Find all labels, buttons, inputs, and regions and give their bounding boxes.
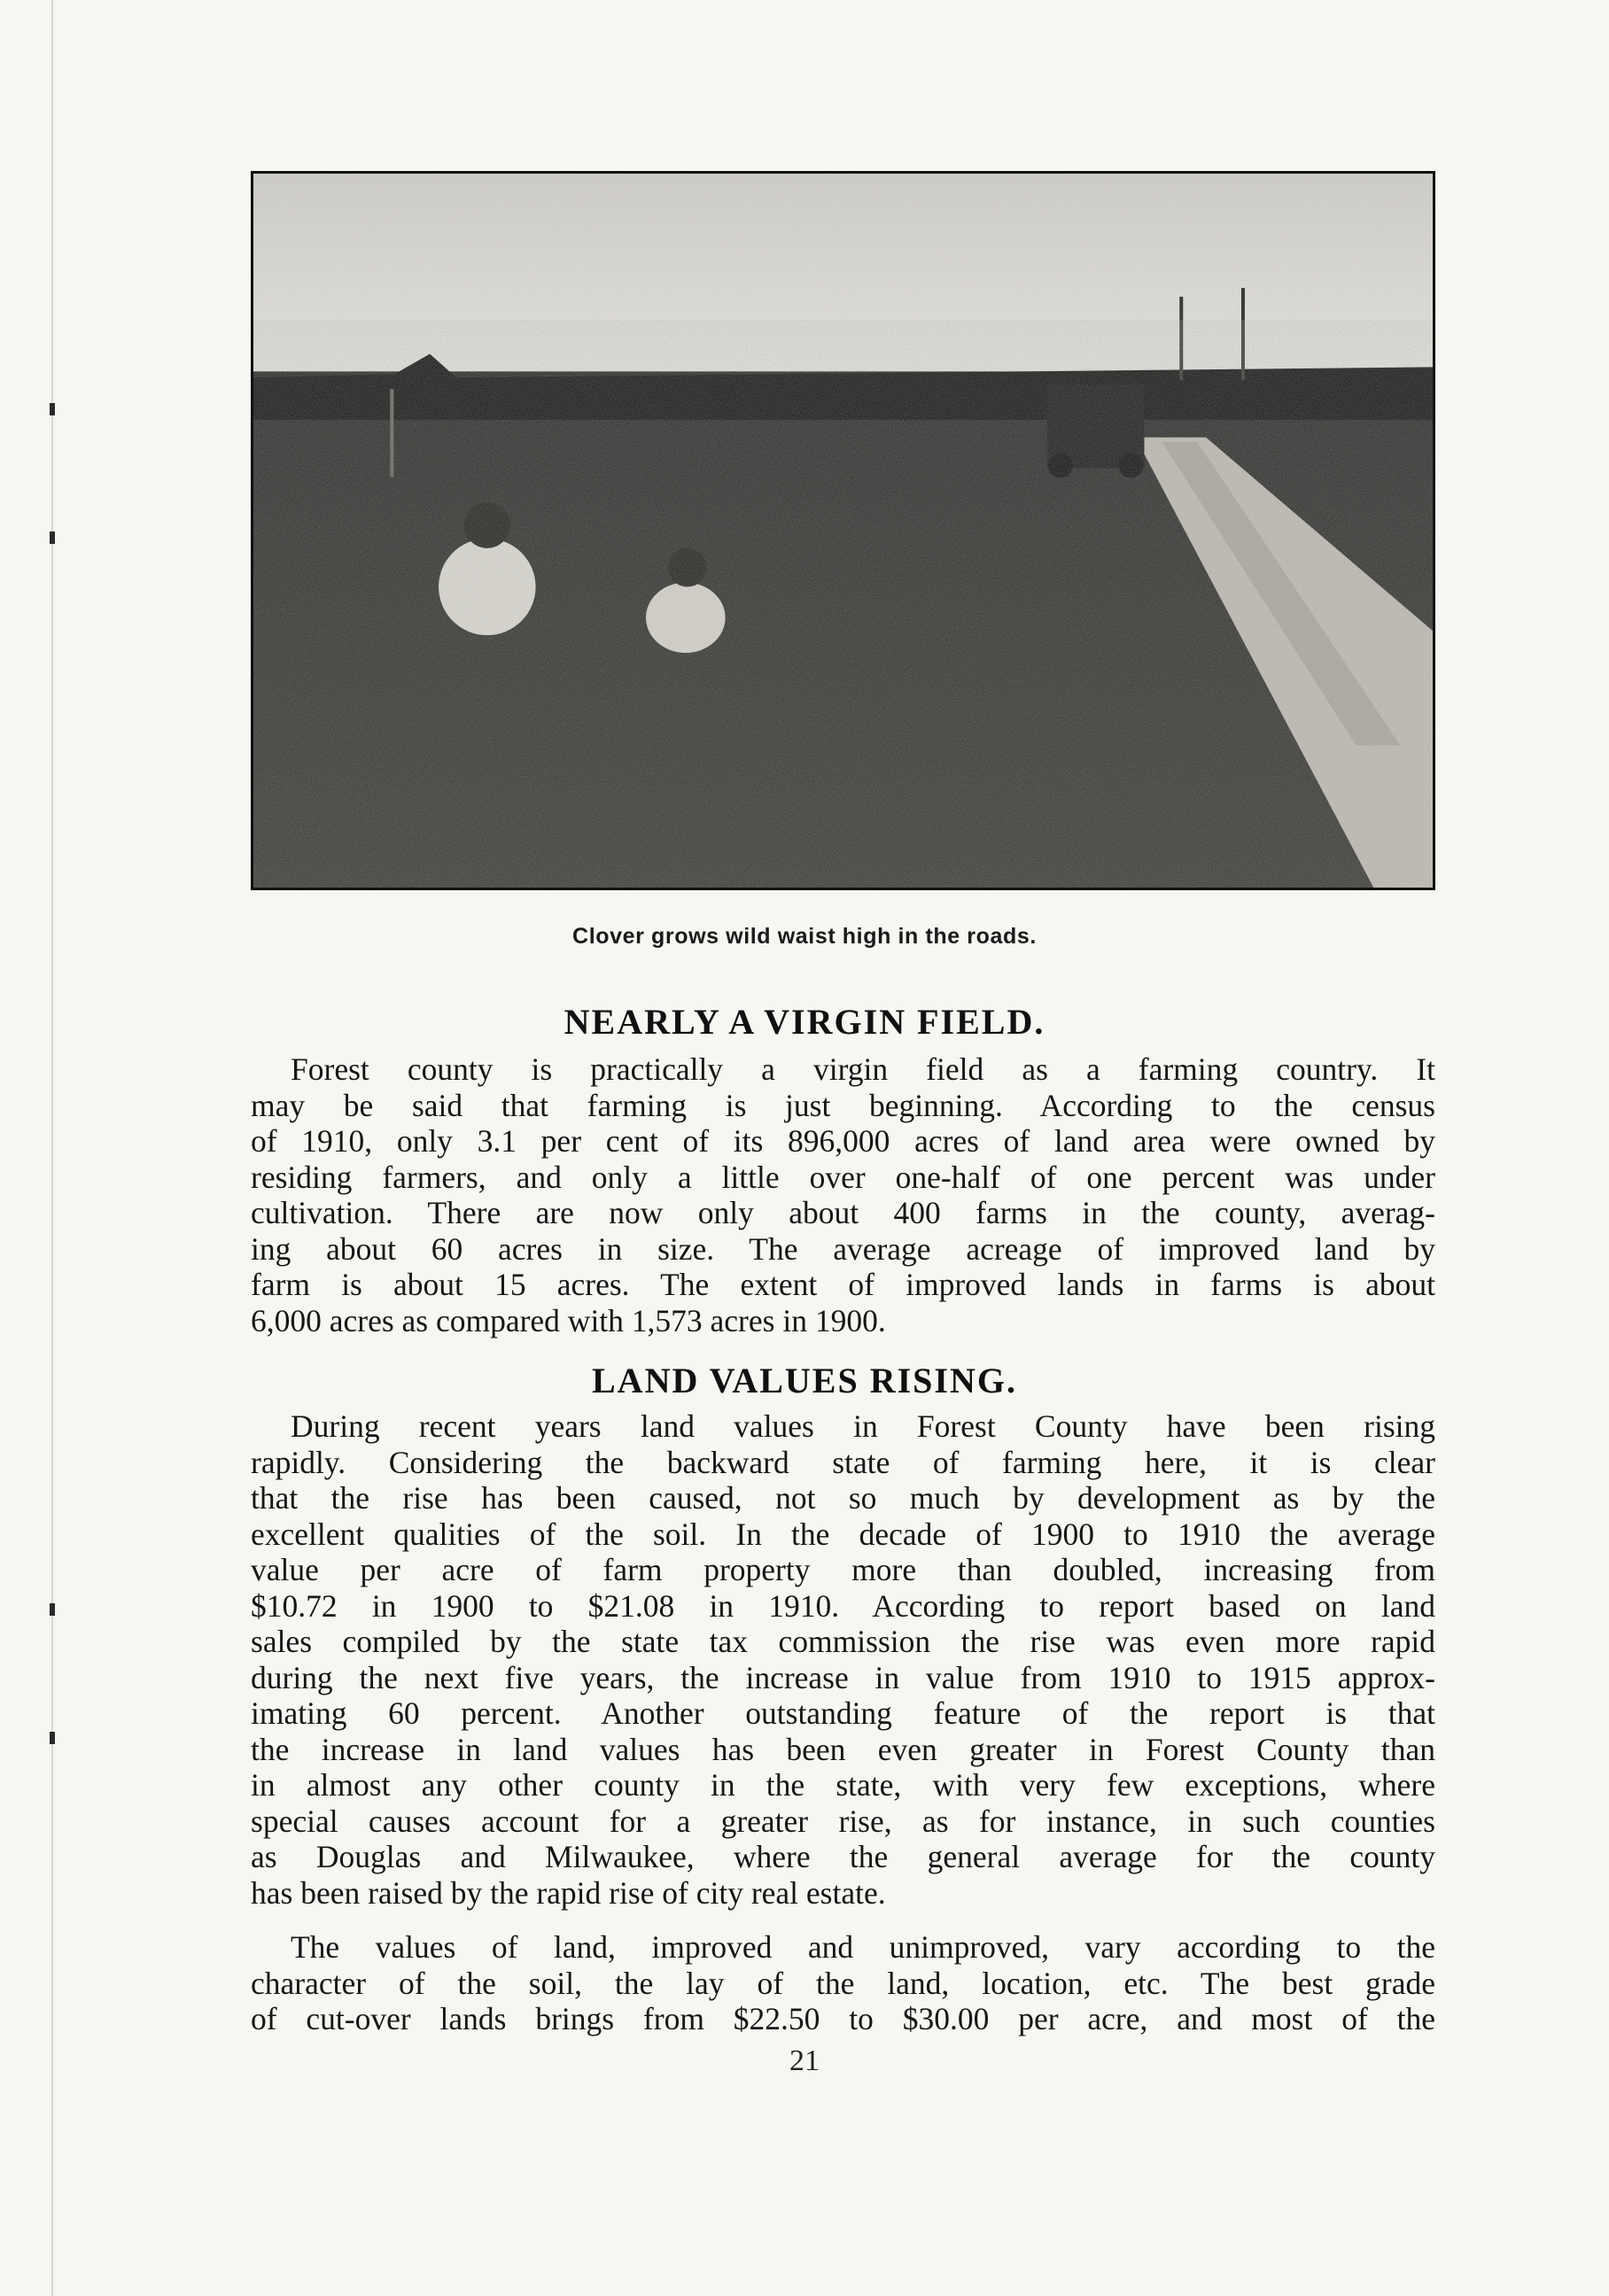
text-line: special causes account for a greater rise, as for instance, in such counties bbox=[251, 1803, 1435, 1839]
text-line: as Douglas and Milwaukee, where the general average for the county bbox=[251, 1839, 1435, 1874]
text-line: $10.72 in 1900 to $21.08 in 1910. According to report based on land bbox=[251, 1587, 1435, 1624]
photo-caption: Clover grows wild waist high in the roads. bbox=[572, 924, 1037, 949]
text-line: of cut-over lands brings from $22.50 to $30.00 per acre, and most of the bbox=[251, 2001, 1435, 2036]
text-line: Forest county is practically a virgin field as a farming country. It bbox=[291, 1051, 1435, 1087]
field-photograph bbox=[251, 171, 1435, 890]
page-number: 21 bbox=[789, 2044, 820, 2077]
margin-mark bbox=[50, 1732, 55, 1744]
text-line: residing farmers, and only a little over one-half of one percent was under bbox=[251, 1159, 1435, 1195]
text-line: during the next five years, the increase in value from 1910 to 1915 approx- bbox=[251, 1659, 1435, 1695]
text-line: 6,000 acres as compared with 1,573 acres in 1900. bbox=[251, 1302, 886, 1338]
text-line: has been raised by the rapid rise of city real estate. bbox=[251, 1874, 886, 1911]
margin-mark bbox=[50, 403, 55, 415]
section-heading: NEARLY A VIRGIN FIELD. bbox=[564, 1002, 1045, 1042]
margin-mark bbox=[50, 531, 55, 544]
text-line: rapidly. Considering the backward state of farming here, it is clear bbox=[251, 1444, 1435, 1480]
text-line: of 1910, only 3.1 per cent of its 896,000 acres of land area were owned by bbox=[251, 1123, 1435, 1159]
text-line: the increase in land values has been even greater in Forest County than bbox=[251, 1731, 1435, 1767]
paragraph bbox=[251, 1408, 1435, 1911]
text-line: cultivation. There are now only about 400 farms in the county, averag- bbox=[251, 1195, 1435, 1230]
section-heading: LAND VALUES RISING. bbox=[592, 1361, 1017, 1400]
text-line: The values of land, improved and unimproved, vary according to the bbox=[291, 1929, 1435, 1965]
text-line: sales compiled by the state tax commission the rise was even more rapid bbox=[251, 1624, 1435, 1659]
text-line: may be said that farming is just beginning. According to the census bbox=[251, 1087, 1435, 1123]
text-line: imating 60 percent. Another outstanding feature of the report is that bbox=[251, 1695, 1435, 1731]
text-line: character of the soil, the lay of the land, location, etc. The best grade bbox=[251, 1965, 1435, 2001]
margin-mark bbox=[51, 0, 53, 2296]
text-line: farm is about 15 acres. The extent of improved lands in farms is about bbox=[251, 1267, 1435, 1302]
text-line: in almost any other county in the state, with very few exceptions, where bbox=[251, 1767, 1435, 1803]
paragraph bbox=[251, 1051, 1435, 1338]
text-line: excellent qualities of the soil. In the decade of 1900 to 1910 the average bbox=[251, 1516, 1435, 1552]
paragraph bbox=[251, 1929, 1435, 2037]
field-photograph-icon bbox=[253, 174, 1433, 888]
text-line: During recent years land values in Forest County have been rising bbox=[291, 1408, 1435, 1444]
margin-mark bbox=[50, 1603, 55, 1616]
text-line: ing about 60 acres in size. The average acreage of improved land by bbox=[251, 1230, 1435, 1267]
text-line: that the rise has been caused, not so much by development as by the bbox=[251, 1480, 1435, 1516]
text-line: value per acre of farm property more than doubled, increasing from bbox=[251, 1552, 1435, 1587]
